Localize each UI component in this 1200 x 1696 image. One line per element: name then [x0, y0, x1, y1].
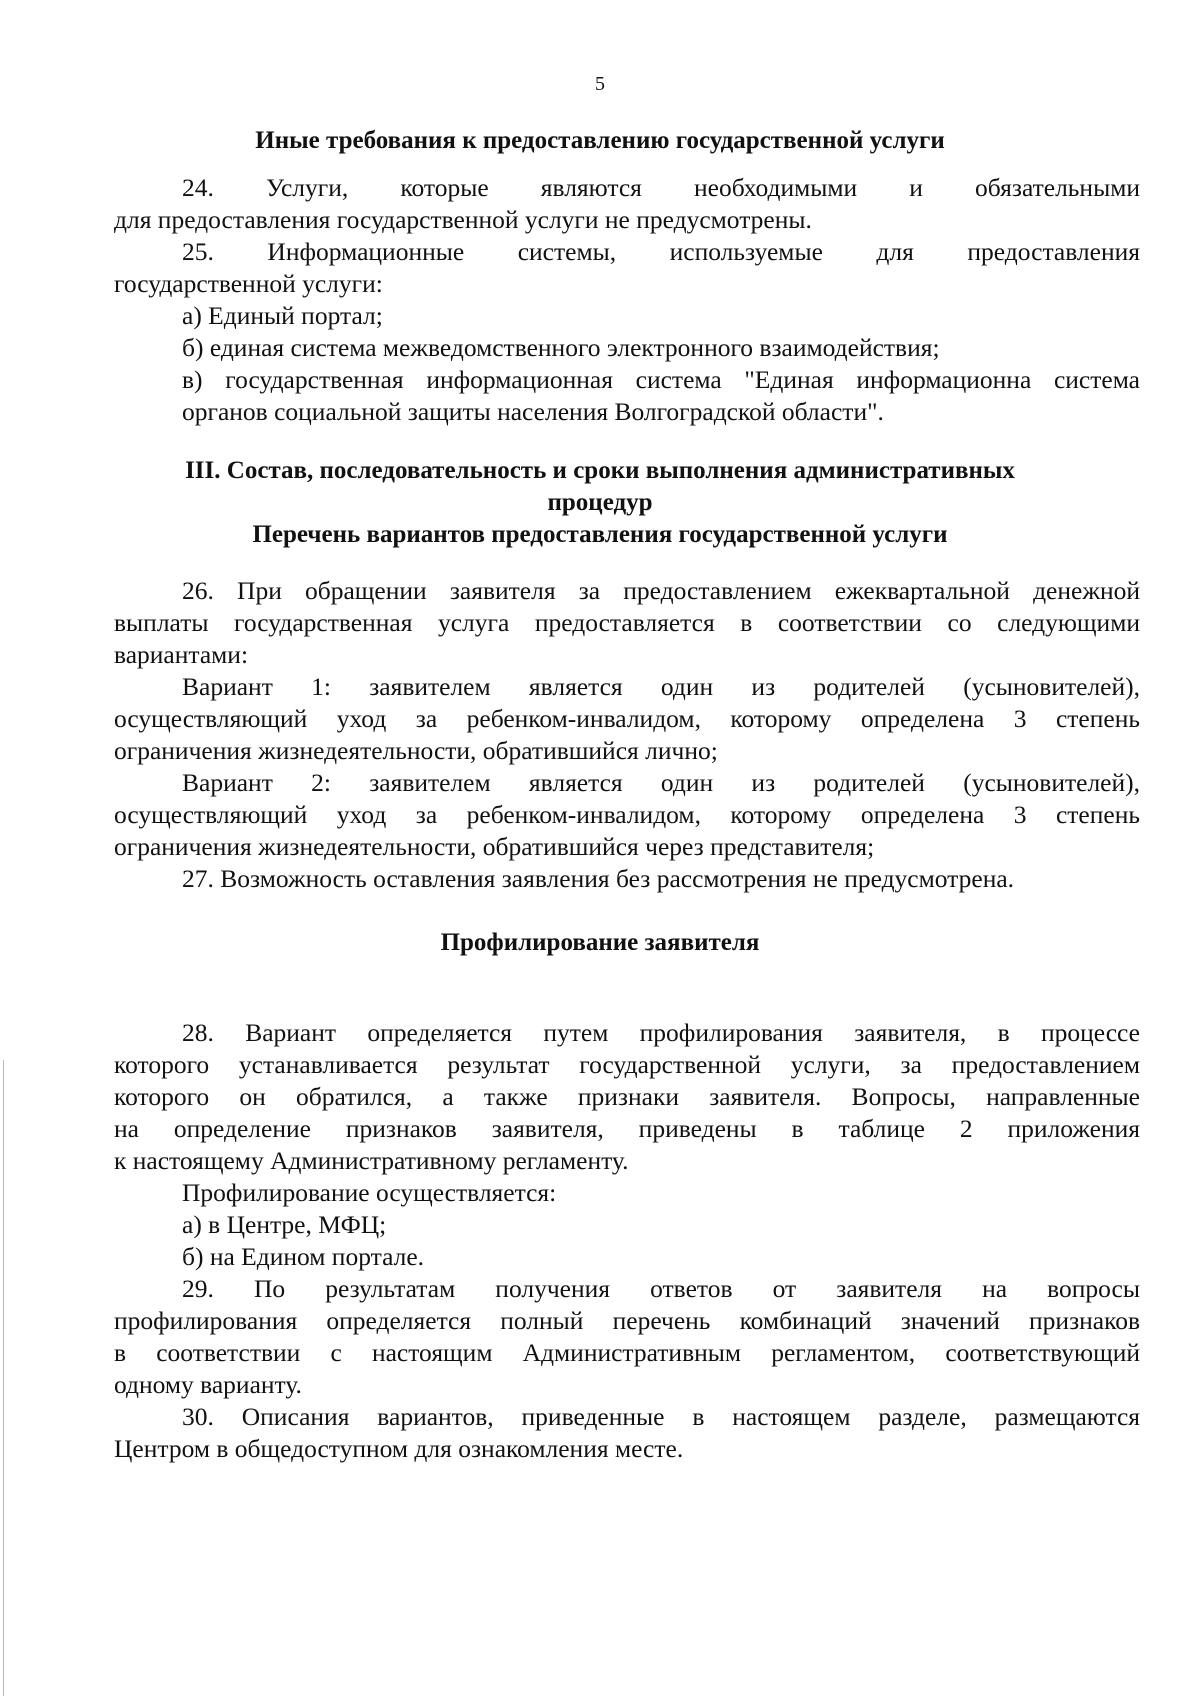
paragraph-28-line-3: которого он обратился, а также признаки заявителя. Вопросы, направленные — [114, 1082, 1140, 1111]
variant-2-line-3: ограничения жизнедеятельности, обратившийся через представителя; — [114, 832, 875, 861]
paragraph-26-line-1: 26. При обращении заявителя за предоставлением ежеквартальной денежной — [182, 576, 1140, 605]
scan-edge-line — [3, 1060, 4, 1696]
section-title-other-requirements: Иные требования к предоставлению государственной услуги — [255, 127, 945, 154]
variant-2-line-2: осуществляющий уход за ребенком-инвалидом, которому определена 3 степень — [114, 800, 1140, 829]
paragraph-28-line-1: 28. Вариант определяется путем профилирования заявителя, в процессе — [182, 1018, 1140, 1047]
variant-1-line-3: ограничения жизнедеятельности, обратившийся лично; — [114, 736, 718, 765]
paragraph-26-line-2: выплаты государственная услуга предоставляется в соответствии со следующими — [114, 608, 1140, 637]
paragraph-29-line-2: профилирования определяется полный перечень комбинаций значений признаков — [114, 1306, 1140, 1335]
section-title-profiling: Профилирование заявителя — [440, 929, 760, 956]
section-iii-title-line-2: процедур — [547, 489, 653, 516]
list-item-b: б) единая система межведомственного электронного взаимодействия; — [182, 333, 940, 362]
variant-1-line-2: осуществляющий уход за ребенком-инвалидом, которому определена 3 степень — [114, 704, 1140, 733]
paragraph-28-line-5: к настоящему Административному регламенту. — [114, 1146, 629, 1175]
page-number: 5 — [595, 73, 605, 95]
paragraph-28-line-4: на определение признаков заявителя, приведены в таблице 2 приложения — [114, 1114, 1140, 1143]
profiling-item-a: а) в Центре, МФЦ; — [182, 1210, 387, 1239]
paragraph-30-line-2: Центром в общедоступном для ознакомления месте. — [114, 1434, 684, 1463]
variant-2-line-1: Вариант 2: заявителем является один из родителей (усыновителей), — [182, 768, 1140, 797]
paragraph-26-line-3: вариантами: — [114, 640, 249, 669]
paragraph-27: 27. Возможность оставления заявления без рассмотрения не предусмотрена. — [182, 864, 1015, 893]
paragraph-30-line-1: 30. Описания вариантов, приведенные в настоящем разделе, размещаются — [182, 1402, 1140, 1431]
paragraph-28-line-2: которого устанавливается результат государственной услуги, за предоставлением — [114, 1050, 1140, 1079]
paragraph-25-line-1: 25. Информационные системы, используемые для предоставления — [182, 237, 1140, 266]
paragraph-24-line-1: 24. Услуги, которые являются необходимыми и обязательными — [182, 173, 1140, 202]
profiling-item-b: б) на Едином портале. — [182, 1242, 425, 1271]
section-iii-title-line-1: III. Состав, последовательность и сроки выполнения административных — [185, 457, 1015, 484]
list-item-c-line-2: органов социальной защиты населения Волгоградской области". — [182, 397, 884, 426]
list-item-a: а) Единый портал; — [182, 301, 383, 330]
paragraph-29-line-3: в соответствии с настоящим Административным регламентом, соответствующий — [114, 1338, 1140, 1367]
paragraph-29-line-1: 29. По результатам получения ответов от заявителя на вопросы — [182, 1274, 1140, 1303]
variant-1-line-1: Вариант 1: заявителем является один из родителей (усыновителей), — [182, 672, 1140, 701]
paragraph-29-line-4: одному варианту. — [114, 1370, 302, 1399]
list-item-c-line-1: в) государственная информационная система "Единая информационна система — [182, 365, 1140, 394]
section-iii-subtitle: Перечень вариантов предоставления государственной услуги — [252, 521, 948, 548]
paragraph-25-line-2: государственной услуги: — [114, 269, 383, 298]
paragraph-24-line-2: для предоставления государственной услуги не предусмотрены. — [114, 205, 812, 234]
profiling-intro: Профилирование осуществляется: — [182, 1178, 557, 1207]
